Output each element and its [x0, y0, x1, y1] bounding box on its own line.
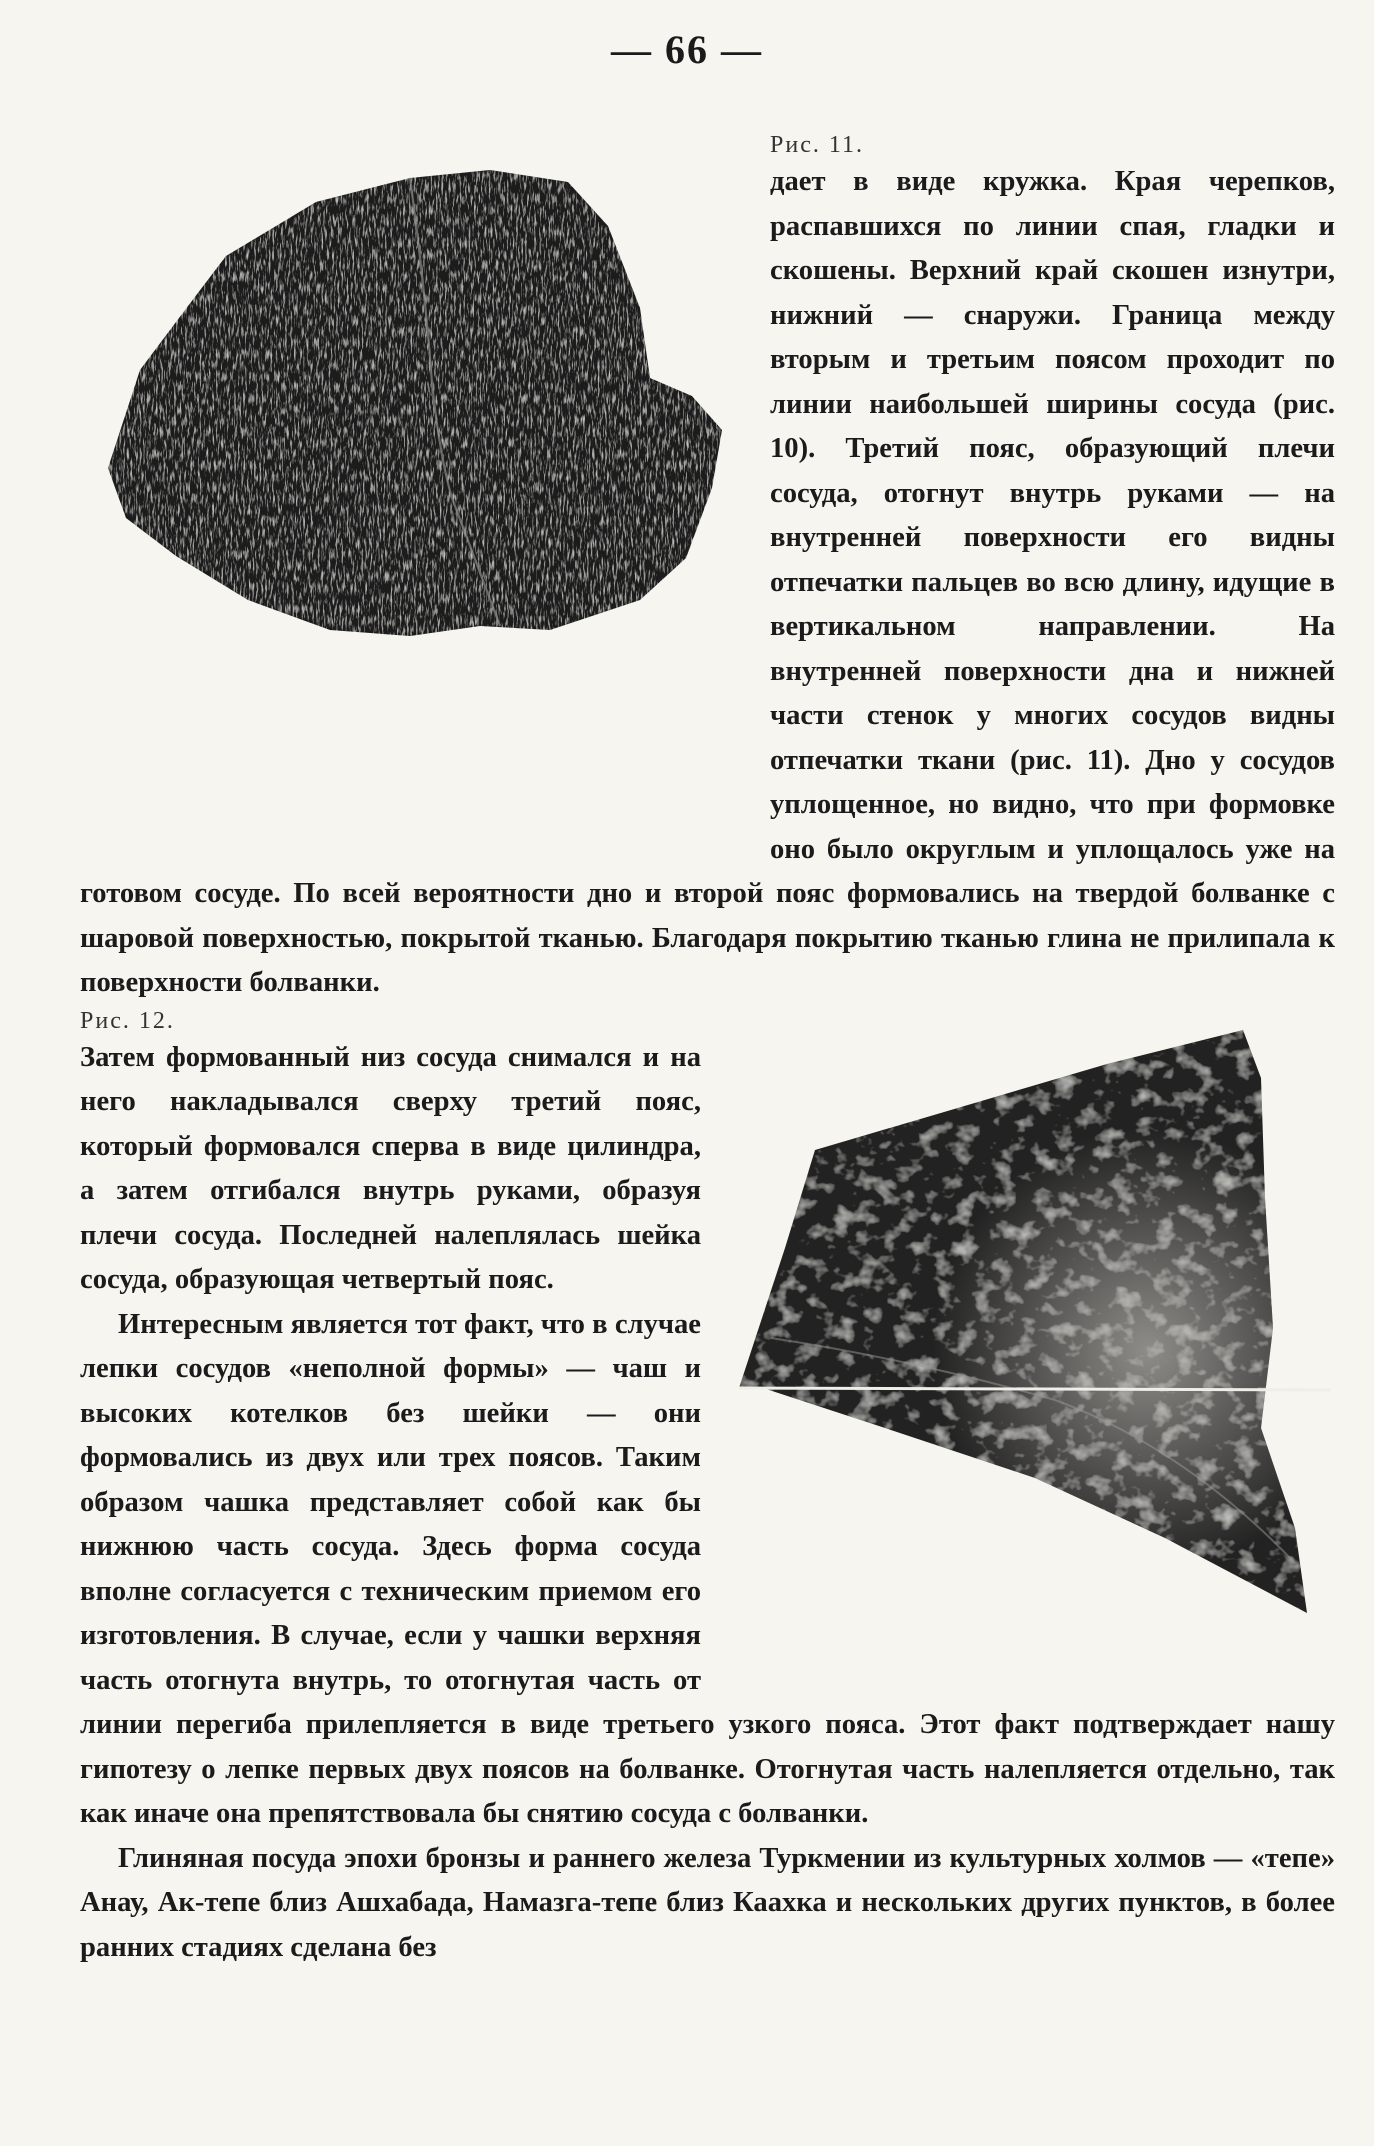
- text-body: [80, 130, 1335, 1970]
- potsherd-image-fig12: [735, 1008, 1335, 1648]
- figure-11-caption: Рис. 11.: [770, 132, 864, 158]
- page-number: — 66 —: [611, 27, 763, 72]
- paragraph-3: Интересным является тот факт, что в случае лепки сосудов «неполной формы» — чаш и высоких котелков без шейки — они формовались из двух или трех поясов. Таким образом чашка представляет собой как бы нижнюю часть сосуда. Здесь форма сосуда вполне согласуется с техническим приемом его изготовления. В случае, если у чашки верхняя часть отогнута внутрь, то отогнутая часть от линии перегиба прилепляется в виде третьего узкого пояса. Этот факт подтверждает нашу гипотезу о лепке первых двух поясов на болванке. Отогнутая часть налепляется отдельно, так как иначе она препятствовала бы снятию сосуда с болванки.: [80, 1308, 1335, 1829]
- figure-12-caption: Рис. 12.: [80, 1007, 175, 1034]
- paragraph-1-text: дает в виде кружка. Края черепков, распавшихся по линии спая, гладки и скошены. Верхний край скошен изнутри, нижний — снаружи. Граница между вторым и третьим поясом проходит по линии наибольшей ширины сосуда (рис. 10). Третий пояс, образующий плечи сосуда, отогнут внутрь руками — на внутренней поверхности его видны отпечатки пальцев во всю длину, идущие в вертикальном направлении. На внутренней поверхности дна и нижней части стенок у многих сосудов видны отпечатки ткани (рис. 11). Дно у сосудов уплощенное, но видно, что при формовке оно было округлым и уплощалось уже на готовом сосуде. По всей вероятности дно и второй пояс формовались на твердой болванке с шаровой поверхностью, покрытой тканью. Благодаря покрытию тканью глина не прилипала к поверхности болванки.: [80, 166, 1335, 998]
- figure-11: [80, 138, 740, 868]
- figure-12: [735, 1008, 1335, 1696]
- potsherd-image-fig11: [80, 138, 740, 658]
- paragraph-4: Глиняная посуда эпохи бронзы и раннего железа Туркмении из культурных холмов — «тепе» Анау, Ак-тепе близ Ашхабада, Намазга-тепе близ Каахка и нескольких других пунктов, в более ранних стадиях сделана без: [80, 1842, 1335, 1963]
- paragraph-2-text: Затем формованный низ сосуда снимался и на него накладывался сверху третий пояс, который формовался сперва в виде цилиндра, а затем отгибался внутрь руками, образуя плечи сосуда. Последней налеплялась шейка сосуда, образующая четвертый пояс.: [80, 1041, 701, 1295]
